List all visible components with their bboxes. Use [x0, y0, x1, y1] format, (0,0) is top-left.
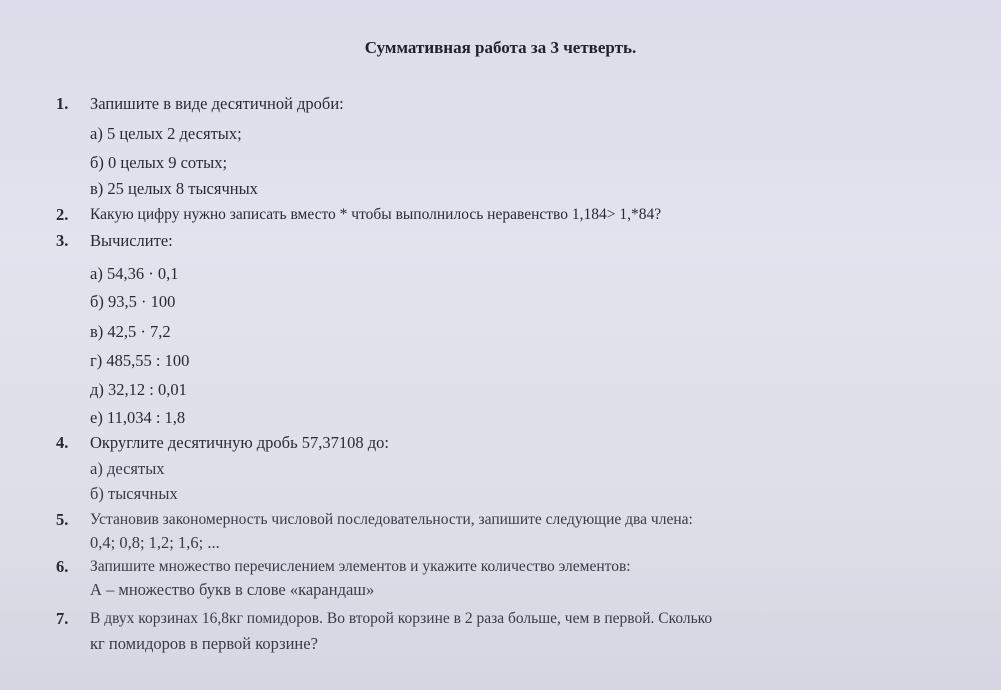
- question-item: в) 42,5 · 7,2: [90, 322, 171, 341]
- question-item: кг помидоров в первой корзине?: [90, 634, 318, 653]
- question-item: а) десятых: [90, 459, 165, 478]
- question-item: А – множество букв в слове «карандаш»: [90, 580, 375, 599]
- question-number: 7.: [56, 609, 69, 628]
- question-item: в) 25 целых 8 тысячных: [90, 179, 258, 198]
- question-text: Установив закономерность числовой последовательности, запишите следующие два члена:: [90, 511, 693, 528]
- question-text: Запишите множество перечислением элементов и укажите количество элементов:: [90, 558, 631, 575]
- question-item: а) 54,36 · 0,1: [90, 264, 179, 283]
- question-item: а) 5 целых 2 десятых;: [90, 124, 242, 143]
- question-number: 2.: [56, 205, 69, 224]
- question-number: 5.: [56, 510, 69, 529]
- question-text: Запишите в виде десятичной дроби:: [90, 94, 344, 113]
- question-text: В двух корзинах 16,8кг помидоров. Во второй корзине в 2 раза больше, чем в первой. Сколько: [90, 610, 713, 627]
- question-item: 0,4; 0,8; 1,2; 1,6; ...: [90, 533, 220, 552]
- question-text: Какую цифру нужно записать вместо * чтобы выполнилось неравенство 1,184> 1,*84?: [90, 206, 662, 223]
- question-number: 1.: [56, 94, 69, 113]
- question-number: 4.: [56, 433, 69, 452]
- question-text: Округлите десятичную дробь 57,37108 до:: [90, 433, 389, 452]
- question-number: 3.: [56, 231, 69, 250]
- question-item: б) 0 целых 9 сотых;: [90, 153, 228, 172]
- question-item: г) 485,55 : 100: [90, 351, 190, 370]
- question-item: е) 11,034 : 1,8: [90, 408, 186, 427]
- question-text: Вычислите:: [90, 231, 173, 250]
- question-number: 6.: [56, 557, 69, 576]
- question-item: д) 32,12 : 0,01: [90, 380, 187, 399]
- worksheet-title: Суммативная работа за 3 четверть.: [364, 38, 637, 57]
- question-item: б) 93,5 · 100: [90, 292, 176, 311]
- question-item: б) тысячных: [90, 484, 178, 503]
